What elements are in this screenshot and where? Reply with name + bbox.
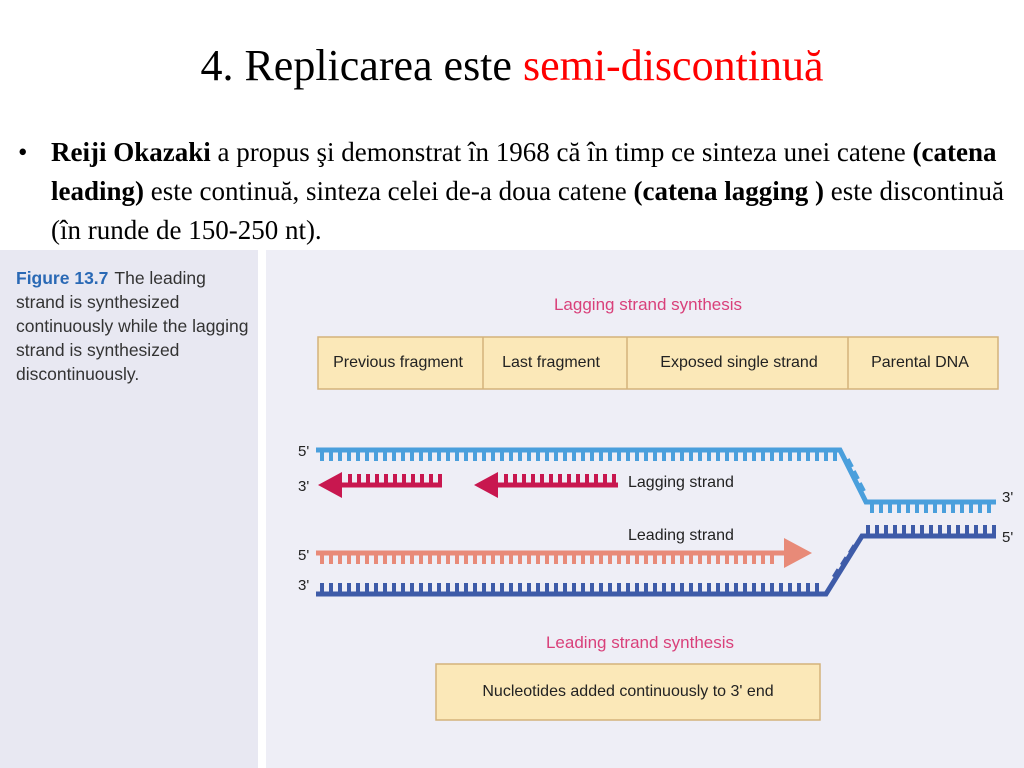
base-tick [902,525,906,534]
base-tick [500,555,504,564]
base-tick [978,504,982,513]
base-tick [590,555,594,564]
base-tick [428,583,432,592]
base-tick [635,583,639,592]
base-tick [356,452,360,461]
base-tick [725,555,729,564]
base-tick [924,504,928,513]
base-tick [590,583,594,592]
base-tick [527,555,531,564]
title-prefix: 4. Replicarea este [200,41,523,90]
base-tick [420,474,424,483]
base-tick [563,452,567,461]
base-tick [549,474,553,483]
base-tick [419,583,423,592]
base-tick [942,504,946,513]
base-tick [761,452,765,461]
panel-divider [258,250,266,768]
base-tick [965,525,969,534]
base-tick [383,452,387,461]
base-tick [455,583,459,592]
base-tick [365,583,369,592]
last-fragment-arrowhead [474,472,498,498]
bullet-lagging-term: (catena lagging ) [633,176,824,206]
base-tick [875,525,879,534]
base-tick [626,452,630,461]
base-tick [770,555,774,564]
base-tick [920,525,924,534]
base-tick [464,555,468,564]
base-tick [743,452,747,461]
base-tick [806,452,810,461]
base-tick [707,452,711,461]
base-tick [608,583,612,592]
lagging-fragments [318,472,618,498]
base-tick [788,583,792,592]
legend-previous-fragment: Previous fragment [333,354,463,371]
bullet-name: Reiji Okazaki [51,137,211,167]
base-tick [833,452,837,461]
base-tick [743,583,747,592]
base-tick [608,555,612,564]
base-tick [374,583,378,592]
lagging-fragment-previous [318,472,442,498]
base-tick [348,474,352,483]
base-tick [761,583,765,592]
base-tick [698,555,702,564]
base-tick [906,504,910,513]
base-tick [428,452,432,461]
base-tick [716,555,720,564]
base-tick [357,474,361,483]
right-top-3prime: 3' [1002,489,1014,506]
base-tick [743,555,747,564]
slide-title [0,40,1024,92]
base-tick [590,452,594,461]
base-tick [383,555,387,564]
base-tick [383,583,387,592]
base-tick [866,525,870,534]
base-tick [365,452,369,461]
base-tick [698,452,702,461]
base-tick [509,583,513,592]
base-tick [599,452,603,461]
base-tick [752,583,756,592]
base-tick [347,452,351,461]
replication-fork-diagram [266,250,1024,768]
base-tick [644,583,648,592]
base-tick [410,452,414,461]
base-tick [567,474,571,483]
base-tick [770,583,774,592]
base-tick [689,555,693,564]
caption-text: The leading strand is synthesized continuously while the lagging strand is synthesized discontinuously. [16,268,249,384]
base-tick [338,583,342,592]
base-tick [911,525,915,534]
base-tick [531,474,535,483]
base-tick [366,474,370,483]
base-tick [491,555,495,564]
base-tick [504,474,508,483]
base-tick [545,452,549,461]
base-tick [518,555,522,564]
base-tick [617,555,621,564]
base-tick [572,583,576,592]
base-tick [410,583,414,592]
lagging-fragment-last [474,472,618,498]
base-tick [365,555,369,564]
base-tick [689,583,693,592]
base-tick [500,583,504,592]
base-tick [419,452,423,461]
base-tick [329,452,333,461]
base-tick [893,525,897,534]
base-tick [779,452,783,461]
base-tick [518,452,522,461]
base-tick [653,555,657,564]
lagging-synthesis-title: Lagging strand synthesis [553,295,743,314]
bottom-strand-3prime: 3' [298,577,310,594]
base-tick [599,583,603,592]
base-tick [603,474,607,483]
base-tick [761,555,765,564]
base-tick [356,583,360,592]
base-tick [563,555,567,564]
legend-bar [318,337,998,389]
base-tick [915,504,919,513]
base-tick [635,555,639,564]
base-tick [429,474,433,483]
base-tick [947,525,951,534]
base-tick [329,555,333,564]
base-tick [879,504,883,513]
base-tick [464,452,468,461]
base-tick [884,525,888,534]
base-tick [752,452,756,461]
leading-note-text: Nucleotides added continuously to 3' end [482,683,774,700]
base-tick [392,555,396,564]
base-tick [626,555,630,564]
bullet-part-2: a propus şi demonstrat în 1968 că în timp ce sinteza unei catene [210,137,913,167]
base-tick [320,583,324,592]
previous-fragment-teeth [348,474,442,483]
base-tick [897,504,901,513]
base-tick [969,504,973,513]
base-tick [527,583,531,592]
base-tick [522,474,526,483]
base-tick [644,452,648,461]
base-tick [500,452,504,461]
base-tick [725,452,729,461]
bullet-text [51,133,1008,250]
base-tick [375,474,379,483]
base-tick [536,555,540,564]
base-tick [554,583,558,592]
base-tick [770,452,774,461]
base-tick [536,583,540,592]
base-tick [438,474,442,483]
base-tick [951,504,955,513]
base-tick [446,452,450,461]
base-tick [992,525,996,534]
base-tick [545,583,549,592]
base-tick [401,555,405,564]
base-tick [689,452,693,461]
base-tick [581,583,585,592]
figure-panel [0,250,1024,768]
base-tick [680,555,684,564]
base-tick [974,525,978,534]
base-tick [392,583,396,592]
base-tick [527,452,531,461]
base-tick [599,555,603,564]
leading-strand-5prime: 5' [298,547,310,564]
base-tick [815,583,819,592]
base-tick [987,504,991,513]
base-tick [410,555,414,564]
bullet-part-6: este discontinuă (în runde de 150-250 nt). [51,176,1004,245]
bullet-paragraph [18,133,1008,250]
base-tick [779,583,783,592]
base-tick [585,474,589,483]
base-tick [734,583,738,592]
base-tick [671,583,675,592]
base-tick [797,583,801,592]
base-tick [725,583,729,592]
base-tick [401,452,405,461]
base-tick [680,583,684,592]
base-tick [473,583,477,592]
base-tick [797,452,801,461]
leading-strand-teeth [320,555,774,564]
base-tick [572,452,576,461]
figure-label: Figure 13.7 [16,268,109,288]
base-tick [563,583,567,592]
base-tick [662,583,666,592]
base-tick [402,474,406,483]
top-strand-5prime: 5' [298,443,310,460]
base-tick [680,452,684,461]
base-tick [384,474,388,483]
base-tick [581,452,585,461]
base-tick [437,555,441,564]
base-tick [888,504,892,513]
base-tick [455,452,459,461]
base-tick [545,555,549,564]
base-tick [356,555,360,564]
base-tick [815,452,819,461]
base-tick [870,504,874,513]
base-tick [374,452,378,461]
base-tick [411,474,415,483]
base-tick [716,583,720,592]
previous-fragment-arrowhead [318,472,342,498]
base-tick [617,583,621,592]
base-tick [509,555,513,564]
base-tick [653,583,657,592]
base-tick [464,583,468,592]
base-tick [558,474,562,483]
right-bottom-5prime: 5' [1002,529,1014,546]
base-tick [509,452,513,461]
leading-strand-arrowhead [784,538,812,568]
base-tick [707,555,711,564]
base-tick [576,474,580,483]
base-tick [491,583,495,592]
base-tick [572,555,576,564]
base-tick [956,525,960,534]
base-tick [635,452,639,461]
title-accent: semi-discontinuă [522,41,824,90]
figure-caption [16,266,252,386]
lagging-strand-label: Lagging strand [628,474,734,491]
base-tick [671,452,675,461]
base-tick [491,452,495,461]
legend-parental-dna: Parental DNA [871,354,969,371]
parental-right-bottom-teeth [832,525,996,578]
base-tick [716,452,720,461]
base-tick [401,583,405,592]
lagging-strand-3prime: 3' [298,478,310,495]
base-tick [347,555,351,564]
base-tick [540,474,544,483]
base-tick [581,555,585,564]
base-tick [671,555,675,564]
base-tick [594,474,598,483]
legend-exposed-single-strand: Exposed single strand [660,354,818,371]
base-tick [960,504,964,513]
base-tick [698,583,702,592]
legend-last-fragment: Last fragment [502,354,600,371]
base-tick [806,583,810,592]
parental-top-teeth [320,452,837,461]
base-tick [938,525,942,534]
base-tick [455,555,459,564]
parental-right-top-teeth [846,458,991,513]
base-tick [612,474,616,483]
base-tick [617,452,621,461]
base-tick [554,555,558,564]
base-tick [933,504,937,513]
base-tick [338,452,342,461]
base-tick [473,555,477,564]
base-tick [513,474,517,483]
base-tick [824,452,828,461]
base-tick [626,583,630,592]
base-tick [929,525,933,534]
base-tick [329,583,333,592]
caption-panel [0,250,258,768]
base-tick [662,452,666,461]
base-tick [653,452,657,461]
bullet-part-4: este continuă, sinteza celei de-a doua catene [144,176,634,206]
base-tick [338,555,342,564]
base-tick [518,583,522,592]
base-tick [347,583,351,592]
base-tick [644,555,648,564]
base-tick [707,583,711,592]
base-tick [392,452,396,461]
base-tick [320,452,324,461]
base-tick [752,555,756,564]
leading-synthesis-title: Leading strand synthesis [545,633,735,652]
base-tick [482,583,486,592]
base-tick [734,555,738,564]
leading-strand-label: Leading strand [628,527,734,544]
last-fragment-teeth [504,474,616,483]
base-tick [554,452,558,461]
base-tick [983,525,987,534]
base-tick [320,555,324,564]
bullet-marker: • [18,137,28,167]
base-tick [374,555,378,564]
base-tick [608,452,612,461]
base-tick [536,452,540,461]
base-tick [473,452,477,461]
base-tick [482,452,486,461]
base-tick [788,452,792,461]
base-tick [428,555,432,564]
base-tick [419,555,423,564]
base-tick [446,555,450,564]
base-tick [662,555,666,564]
base-tick [393,474,397,483]
leading-strand [316,538,812,568]
base-tick [437,583,441,592]
parental-bottom-teeth [320,583,819,592]
base-tick [734,452,738,461]
base-tick [446,583,450,592]
base-tick [437,452,441,461]
bullet-leading-term: (catena leading) [51,137,997,206]
base-tick [482,555,486,564]
